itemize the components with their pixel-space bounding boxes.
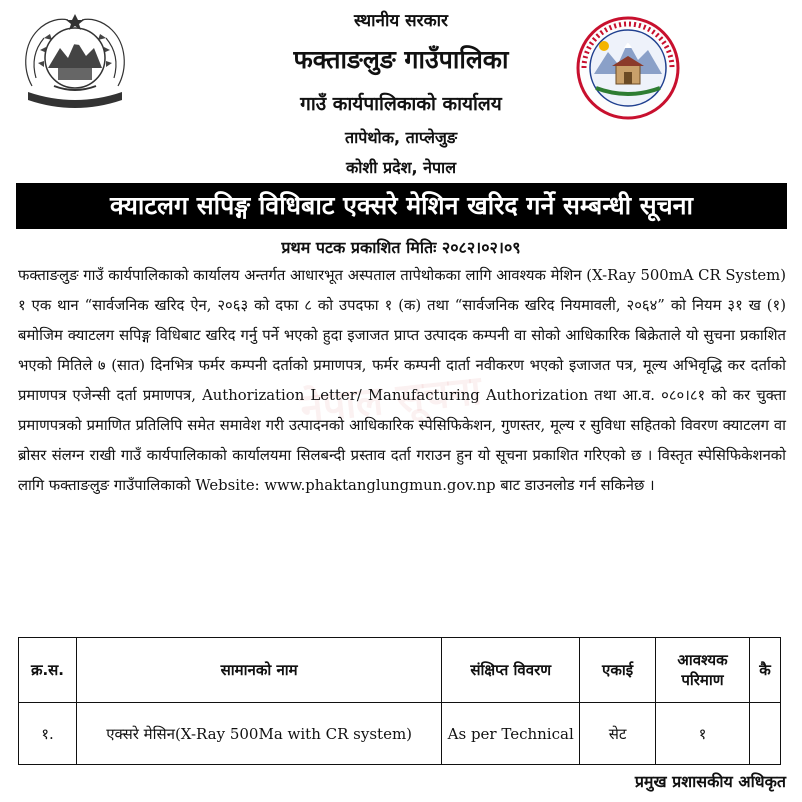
col-quantity: आवश्यक परिमाण bbox=[656, 638, 750, 703]
col-description: संक्षिप्त विवरण bbox=[442, 638, 580, 703]
cell-item-name: एक्सरे मेसिन(X-Ray 500Ma with CR system) bbox=[76, 703, 441, 765]
office-name: गाउँ कार्यपालिकाको कार्यालय bbox=[300, 93, 502, 115]
cell-remarks bbox=[749, 703, 780, 765]
notice-title: क्याटलग सपिङ्ग विधिबाट एक्सरे मेशिन खरिद गर्ने सम्बन्धी सूचना bbox=[16, 183, 787, 229]
municipality-name: फक्ताङलुङ गाउँपालिका bbox=[293, 45, 509, 74]
publication-date: प्रथम पटक प्रकाशित मितिः २०८२।०२।०९ bbox=[281, 238, 521, 257]
col-unit: एकाई bbox=[580, 638, 656, 703]
signoff: प्रमुख प्रशासकीय अधिकृत bbox=[634, 772, 786, 791]
cell-unit: सेट bbox=[580, 703, 656, 765]
table-header-row bbox=[19, 638, 781, 703]
cell-serial: १. bbox=[19, 703, 77, 765]
cell-quantity: १ bbox=[656, 703, 750, 765]
local-government-label: स्थानीय सरकार bbox=[353, 11, 448, 31]
items-table bbox=[18, 637, 781, 765]
col-item-name: सामानको नाम bbox=[76, 638, 441, 703]
province-country: कोशी प्रदेश, नेपाल bbox=[345, 158, 457, 177]
cell-description: As per Technical bbox=[442, 703, 580, 765]
col-remarks: कै bbox=[749, 638, 780, 703]
col-serial: क्र.स. bbox=[19, 638, 77, 703]
office-address: तापेथोक, ताप्लेजुङ bbox=[344, 128, 458, 147]
table-row bbox=[19, 703, 781, 765]
watermark: नेपाल सूचना bbox=[298, 367, 484, 433]
notice-body: फक्ताङलुङ गाउँ कार्यपालिकाको कार्यालय अन्तर्गत आधारभूत अस्पताल तापेथोकका लागि आवश्यक मेशिन (X-Ray 500mA CR System) १ एक थान “सार्वजनिक खरिद ऐन, २०६३ को दफा ८ को उपदफा १ (क) तथा “सार्वजनिक खरिद नियमावली, २०६४” को नियम ३१ ख (१) बमोजिम क्याटलग सपिङ्ग विधिबाट खरिद गर्नु पर्ने भएको हुदा इजाजत प्राप्त उत्पादक कम्पनी वा सोको आधिकारिक बिक्रेताले यो सुचना प्रकाशित भएको मितिले ७ (सात) दिनभित्र फर्मर कम्पनी दर्ताको प्रमाणपत्र, फर्मर कम्पनी दार्ता नवीकरण भएको इजाजत पत्र, मूल्य अभिवृद्धि कर दर्ताको प्रमाणपत्र एजेन्सी दर्ता प्रमाणपत्र, Authorization Letter/ Manufacturing Authorization तथा आ.व. ०८०।८१ को कर चुक्ता प्रमाणपत्रको प्रमाणित प्रतिलिपि समेत समावेश गरी उत्पादनको आधिकारिक स्पेसिफिकेशन, गुणस्तर, मूल्य र सुविधा सहितको विवरण क्याटलग वा ब्रोसर संलग्न राखी गाउँ कार्यपालिकाको कार्यालयमा सिलबन्दी प्रस्ताव दर्ता गराउन हुन यो सूचना प्रकाशित गरिएको छ । विस्तृत स्पेसिफिकेशनको लागि फक्ताङलुङ गाउँपालिकाको Website: www.phaktanglungmun.gov.np बाट डाउनलोड गर्न सकिनेछ । bbox=[18, 267, 786, 494]
